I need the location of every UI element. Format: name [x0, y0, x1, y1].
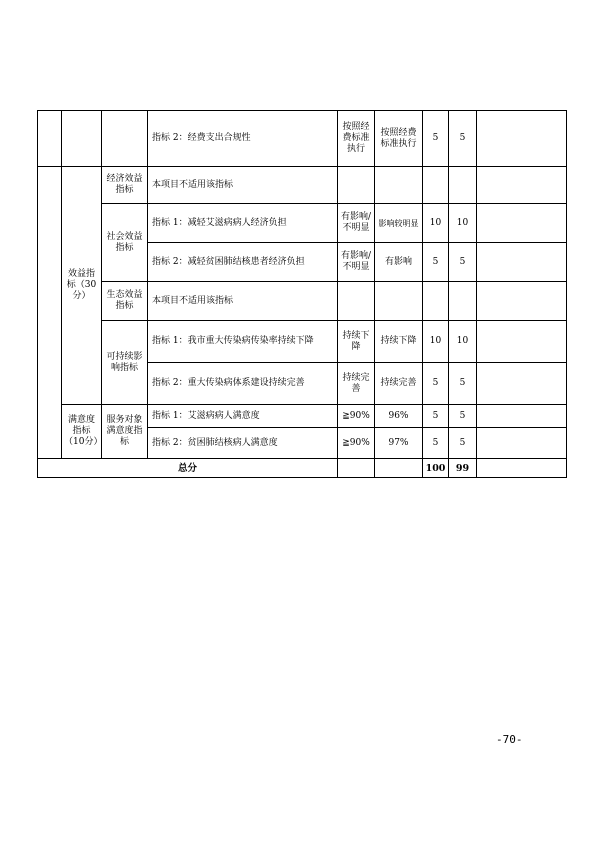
table-row — [38, 321, 567, 363]
level2-cell — [102, 111, 148, 167]
table-row — [38, 204, 567, 243]
target-cell: 持续下降 — [338, 321, 375, 363]
got-cell: 5 — [449, 111, 477, 167]
total-got: 99 — [449, 459, 477, 478]
level1-satisfaction: 满意度指标（10分） — [62, 405, 102, 459]
level1-cell — [62, 111, 102, 167]
table-row — [38, 111, 567, 167]
actual-cell: 持续完善 — [375, 363, 423, 405]
actual-cell — [375, 459, 423, 478]
got-cell: 5 — [449, 405, 477, 428]
indicator-cell: 指标 2：贫困肺结核病人满意度 — [148, 428, 338, 459]
actual-cell: 96% — [375, 405, 423, 428]
actual-cell: 按照经费标准执行 — [375, 111, 423, 167]
level2-cell: 可持续影响指标 — [102, 321, 148, 405]
score-cell: 5 — [423, 363, 449, 405]
total-score: 100 — [423, 459, 449, 478]
actual-cell — [375, 167, 423, 204]
target-cell — [338, 167, 375, 204]
level2-cell: 服务对象满意度指标 — [102, 405, 148, 459]
note-cell — [477, 428, 567, 459]
target-cell: 持续完善 — [338, 363, 375, 405]
total-label: 总分 — [38, 459, 338, 478]
actual-cell: 97% — [375, 428, 423, 459]
actual-cell — [375, 282, 423, 321]
total-row — [38, 459, 567, 478]
indicator-cell: 指标 1：艾滋病病人满意度 — [148, 405, 338, 428]
note-cell — [477, 459, 567, 478]
note-cell — [477, 405, 567, 428]
got-cell — [449, 167, 477, 204]
level2-cell: 生态效益指标 — [102, 282, 148, 321]
target-cell: 按照经费标准执行 — [338, 111, 375, 167]
got-cell: 5 — [449, 428, 477, 459]
target-cell: ≧90% — [338, 428, 375, 459]
indicator-cell: 指标 1：我市重大传染病传染率持续下降 — [148, 321, 338, 363]
level2-cell: 经济效益指标 — [102, 167, 148, 204]
note-cell — [477, 321, 567, 363]
got-cell: 10 — [449, 321, 477, 363]
target-cell — [338, 282, 375, 321]
score-cell: 10 — [423, 204, 449, 243]
actual-cell: 影响较明显 — [375, 204, 423, 243]
score-cell: 5 — [423, 111, 449, 167]
score-cell: 5 — [423, 428, 449, 459]
indicator-cell: 指标 2：经费支出合规性 — [148, 111, 338, 167]
performance-evaluation-table — [37, 110, 567, 478]
target-cell: 有影响/不明显 — [338, 204, 375, 243]
indicator-cell: 指标 2：重大传染病体系建设持续完善 — [148, 363, 338, 405]
indicator-cell: 指标 1：减轻艾滋病病人经济负担 — [148, 204, 338, 243]
target-cell — [338, 459, 375, 478]
level1-effect: 效益指标（30分） — [62, 167, 102, 405]
target-cell: ≧90% — [338, 405, 375, 428]
got-cell: 5 — [449, 363, 477, 405]
score-cell — [423, 167, 449, 204]
table-row — [38, 282, 567, 321]
got-cell — [449, 282, 477, 321]
blank-cell — [38, 111, 62, 167]
note-cell — [477, 282, 567, 321]
note-cell — [477, 167, 567, 204]
note-cell — [477, 204, 567, 243]
page-number: -70- — [496, 733, 523, 746]
indicator-cell: 本项目不适用该指标 — [148, 282, 338, 321]
blank-cell — [38, 167, 62, 459]
note-cell — [477, 111, 567, 167]
actual-cell: 持续下降 — [375, 321, 423, 363]
got-cell: 5 — [449, 243, 477, 282]
score-cell: 5 — [423, 243, 449, 282]
indicator-cell: 本项目不适用该指标 — [148, 167, 338, 204]
target-cell: 有影响/不明显 — [338, 243, 375, 282]
indicator-cell: 指标 2：减轻贫困肺结核患者经济负担 — [148, 243, 338, 282]
note-cell — [477, 243, 567, 282]
score-cell — [423, 282, 449, 321]
level2-cell: 社会效益指标 — [102, 204, 148, 282]
note-cell — [477, 363, 567, 405]
table-row — [38, 405, 567, 428]
table-row — [38, 167, 567, 204]
score-cell: 10 — [423, 321, 449, 363]
got-cell: 10 — [449, 204, 477, 243]
score-cell: 5 — [423, 405, 449, 428]
actual-cell: 有影响 — [375, 243, 423, 282]
